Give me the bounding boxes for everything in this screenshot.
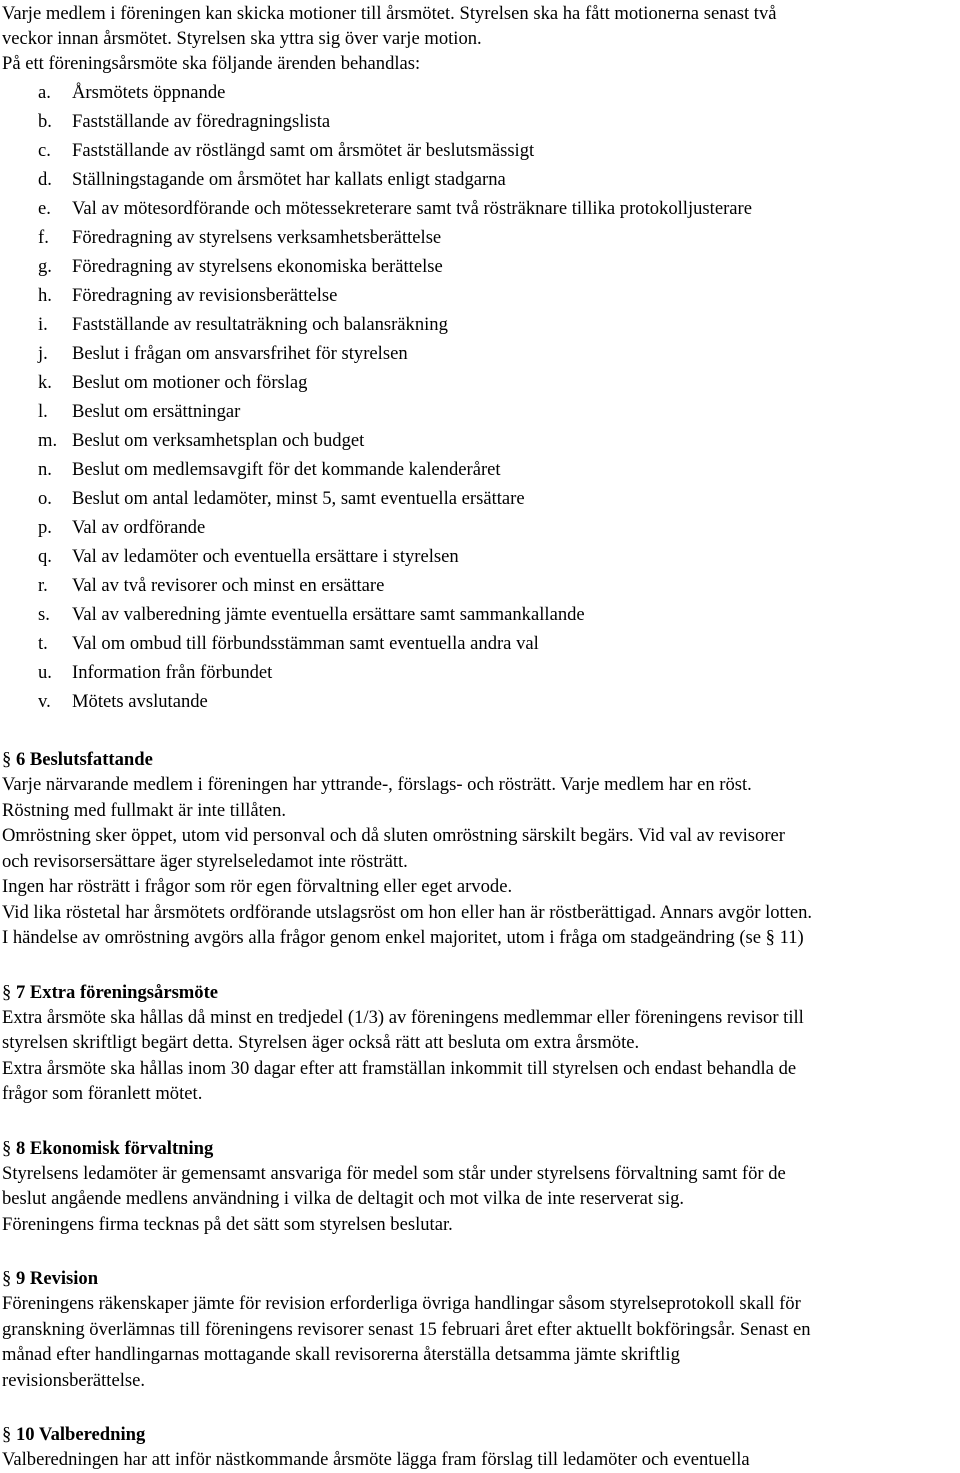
body-line: Vid lika röstetal har årsmötets ordförande utslagsröst om hon eller han är röstberättigad. Annars avgör lotten. <box>2 901 813 923</box>
section-symbol: § <box>2 981 12 1003</box>
list-item-text: Val av ordförande <box>72 517 206 538</box>
list-item <box>2 629 958 658</box>
list-marker: k. <box>38 372 52 393</box>
list-item <box>2 687 958 716</box>
list-item-text: Val av mötesordförande och mötessekreterare samt två rösträknare tillika protokolljusterare <box>72 198 752 219</box>
section-8 <box>2 1136 958 1238</box>
section-7 <box>2 980 958 1107</box>
intro-line: Varje medlem i föreningen kan skicka motioner till årsmötet. Styrelsen ska ha fått motionerna senast två <box>2 3 777 24</box>
list-item-text: Beslut om motioner och förslag <box>72 372 308 393</box>
list-item <box>2 571 958 600</box>
agenda-list <box>2 78 958 716</box>
section-6 <box>2 747 958 951</box>
list-item-text: Mötets avslutande <box>72 691 208 712</box>
section-title: 7 Extra föreningsårsmöte <box>11 981 219 1003</box>
body-line: Varje närvarande medlem i föreningen har yttrande-, förslags- och rösträtt. Varje medlem har en röst. <box>2 774 752 795</box>
body-line: Omröstning sker öppet, utom vid personval och då sluten omröstning särskilt begärs. Vid val av revisorer <box>2 825 785 846</box>
section-symbol: § <box>2 1268 12 1289</box>
section-symbol: § <box>2 749 12 770</box>
body-line: månad efter handlingarnas mottagande skall revisorerna återställa detsamma jämte skriftlig <box>2 1344 680 1365</box>
list-item-text: Beslut om verksamhetsplan och budget <box>72 430 365 451</box>
list-item <box>2 281 958 310</box>
section-symbol: § <box>2 1424 12 1445</box>
section-body <box>2 1291 958 1393</box>
list-marker: o. <box>38 488 52 509</box>
list-item-text: Fastställande av resultaträkning och balansräkning <box>72 314 448 335</box>
list-item-text: Val av ledamöter och eventuella ersättare i styrelsen <box>72 546 459 567</box>
section-title: 8 Ekonomisk förvaltning <box>11 1137 214 1159</box>
section-symbol: § <box>2 1137 12 1159</box>
list-marker: g. <box>38 256 52 277</box>
section-heading <box>2 1136 958 1161</box>
list-item-text: Fastställande av röstlängd samt om årsmötet är beslutsmässigt <box>72 140 535 161</box>
section-heading <box>2 747 958 772</box>
list-marker: a. <box>38 82 51 103</box>
list-marker: m. <box>38 430 58 451</box>
list-item-text: Föredragning av revisionsberättelse <box>72 285 338 306</box>
body-line: frågor som föranlett mötet. <box>2 1083 203 1104</box>
list-item-text: Beslut i frågan om ansvarsfrihet för styrelsen <box>72 343 408 364</box>
list-item <box>2 484 958 513</box>
list-item <box>2 310 958 339</box>
section-9 <box>2 1266 958 1393</box>
list-item <box>2 397 958 426</box>
body-line: styrelsen skriftligt begärt detta. Styrelsen äger också rätt att besluta om extra årsmöte. <box>2 1032 640 1053</box>
intro-line: På ett föreningsårsmöte ska följande ärenden behandlas: <box>2 53 421 74</box>
list-item <box>2 223 958 252</box>
list-item <box>2 513 958 542</box>
list-marker: u. <box>38 662 52 683</box>
intro-line: veckor innan årsmötet. Styrelsen ska yttra sig över varje motion. <box>2 28 482 49</box>
document-page <box>2 0 958 1473</box>
list-item-text: Beslut om ersättningar <box>72 401 241 422</box>
list-item <box>2 252 958 281</box>
list-item <box>2 368 958 397</box>
body-line: Extra årsmöte ska hållas då minst en tredjedel (1/3) av föreningens medlemmar eller föreningens revisor till <box>2 1006 804 1028</box>
list-marker: i. <box>38 314 48 335</box>
section-body <box>2 772 958 951</box>
list-item-text: Val om ombud till förbundsstämman samt eventuella andra val <box>72 633 539 654</box>
list-item-text: Val av två revisorer och minst en ersättare <box>72 575 385 596</box>
intro-paragraph <box>2 1 958 76</box>
list-marker: s. <box>38 604 50 625</box>
body-line: Valberedningen har att inför nästkommande årsmöte lägga fram förslag till ledamöter och eventuella <box>2 1449 750 1470</box>
list-marker: t. <box>38 633 48 654</box>
list-item <box>2 165 958 194</box>
list-item-text: Årsmötets öppnande <box>72 82 226 103</box>
body-line: och revisorsersättare äger styrelseledamot inte rösträtt. <box>2 850 408 872</box>
body-line: beslut angående medlens användning i vilka de deltagit och mot vilka de inte reserverat sig. <box>2 1188 685 1209</box>
list-item-text: Ställningstagande om årsmötet har kallats enligt stadgarna <box>72 169 506 190</box>
list-item-text: Fastställande av föredragningslista <box>72 111 331 132</box>
section-heading <box>2 1422 958 1447</box>
list-marker: n. <box>38 459 52 480</box>
list-marker: b. <box>38 111 52 132</box>
body-line: Extra årsmöte ska hållas inom 30 dagar efter att framställan inkommit till styrelsen och endast behandla de <box>2 1057 797 1079</box>
body-line: revisionsberättelse. <box>2 1369 146 1391</box>
list-item <box>2 426 958 455</box>
section-title: 6 Beslutsfattande <box>11 749 153 770</box>
list-marker: c. <box>38 140 51 161</box>
body-line: I händelse av omröstning avgörs alla frågor genom enkel majoritet, utom i fråga om stadgeändring (se § 11) <box>2 927 804 948</box>
list-marker: v. <box>38 691 51 712</box>
list-item-text: Beslut om medlemsavgift för det kommande kalenderåret <box>72 459 501 480</box>
section-heading <box>2 980 958 1005</box>
section-heading <box>2 1266 958 1291</box>
list-item-text: Val av valberedning jämte eventuella ersättare samt sammankallande <box>72 604 585 625</box>
list-item <box>2 136 958 165</box>
list-marker: e. <box>38 198 51 219</box>
body-line: granskning överlämnas till föreningens revisorer senast 15 februari året efter aktuellt bokföringsår. Senast en <box>2 1318 811 1340</box>
section-body <box>2 1005 958 1107</box>
list-item <box>2 78 958 107</box>
section-body <box>2 1161 958 1238</box>
list-marker: h. <box>38 285 52 306</box>
body-line: Föreningens firma tecknas på det sätt som styrelsen beslutar. <box>2 1213 453 1235</box>
section-body <box>2 1447 958 1473</box>
list-marker: d. <box>38 169 52 190</box>
body-line: Ingen har rösträtt i frågor som rör egen förvaltning eller eget arvode. <box>2 876 513 897</box>
list-item <box>2 600 958 629</box>
list-item <box>2 658 958 687</box>
list-item-text: Information från förbundet <box>72 662 273 683</box>
list-item-text: Föredragning av styrelsens ekonomiska berättelse <box>72 256 443 277</box>
list-marker: l. <box>38 401 48 422</box>
list-item <box>2 542 958 571</box>
section-10 <box>2 1422 958 1473</box>
list-item <box>2 107 958 136</box>
body-line: Röstning med fullmakt är inte tillåten. <box>2 799 287 821</box>
list-marker: q. <box>38 546 52 567</box>
list-marker: p. <box>38 517 52 538</box>
body-line: Föreningens räkenskaper jämte för revision erforderliga övriga handlingar såsom styrelseprotokoll skall för <box>2 1293 801 1314</box>
list-marker: f. <box>38 227 49 248</box>
list-marker: r. <box>38 575 48 596</box>
body-line: Styrelsens ledamöter är gemensamt ansvariga för medel som står under styrelsens förvaltning samt för de <box>2 1162 786 1184</box>
list-item-text: Beslut om antal ledamöter, minst 5, samt eventuella ersättare <box>72 488 525 509</box>
list-item-text: Föredragning av styrelsens verksamhetsberättelse <box>72 227 442 248</box>
section-title: 9 Revision <box>11 1268 99 1289</box>
section-title: 10 Valberedning <box>11 1424 146 1445</box>
list-item <box>2 339 958 368</box>
list-marker: j. <box>38 343 48 364</box>
list-item <box>2 194 958 223</box>
list-item <box>2 455 958 484</box>
